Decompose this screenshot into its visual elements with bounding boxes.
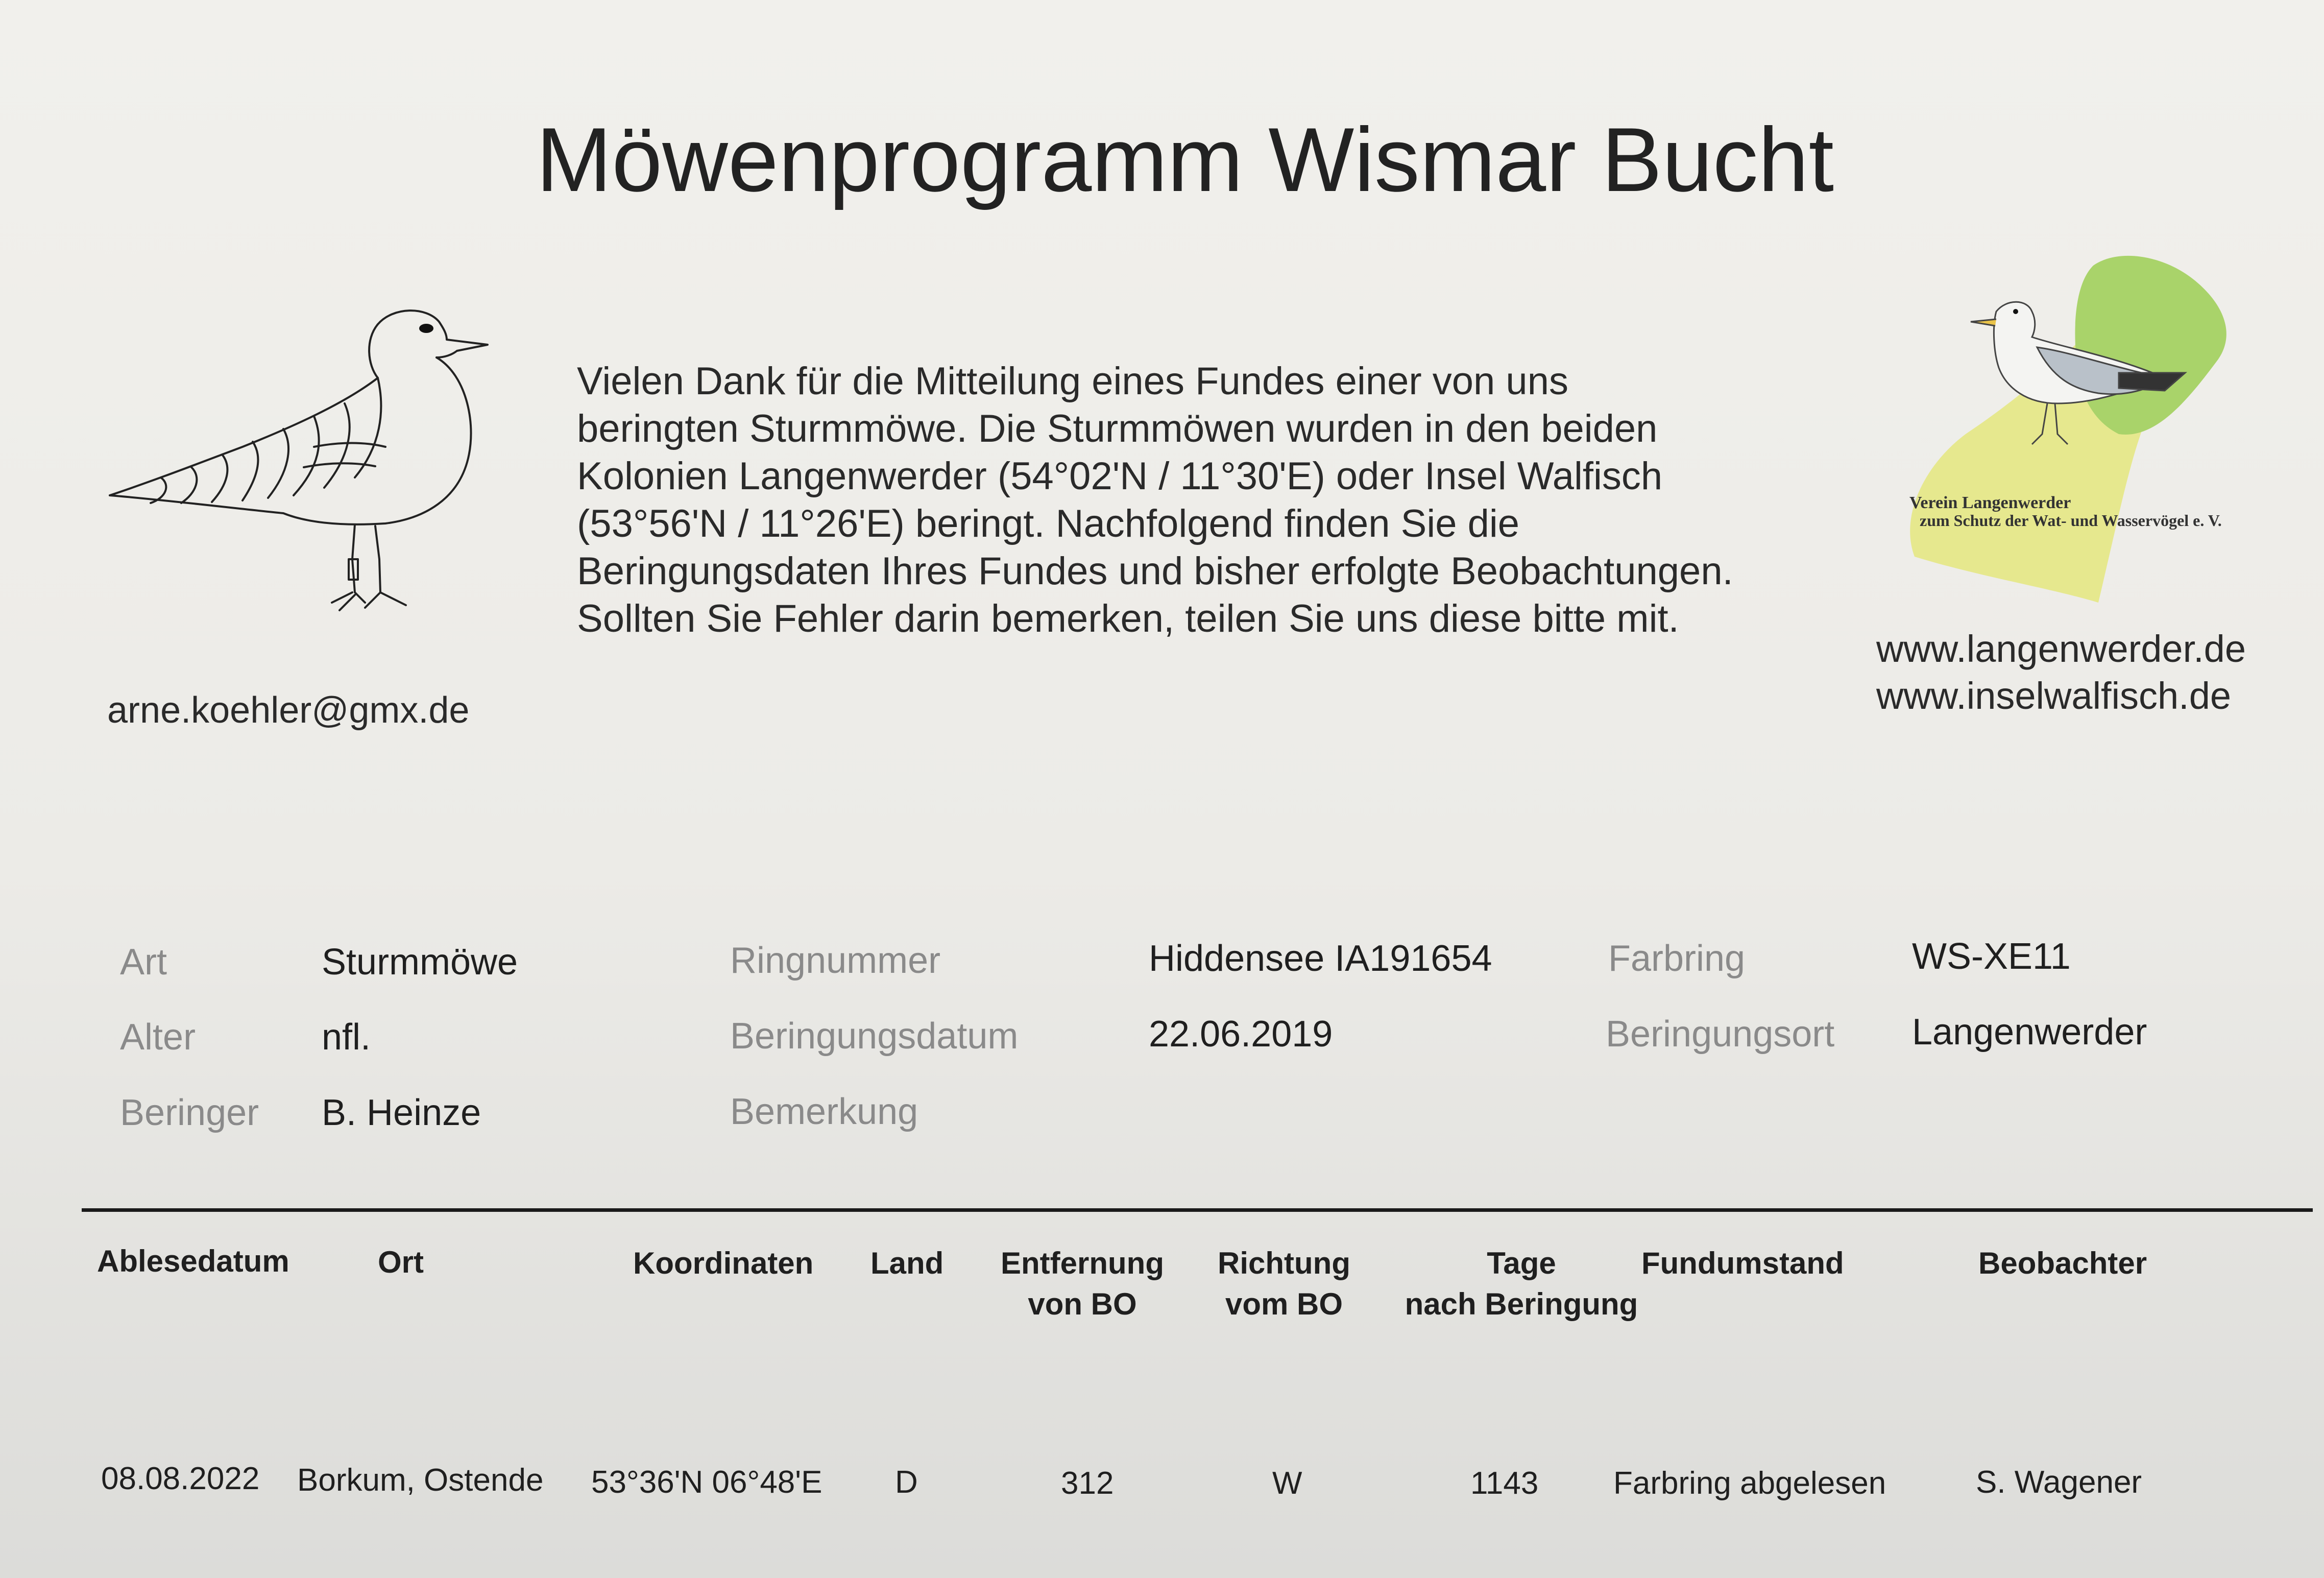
page-title: Möwenprogramm Wismar Bucht (536, 109, 1834, 210)
cell-ablesedatum: 08.08.2022 (101, 1461, 260, 1496)
value-ringnummer: Hiddensee IA191654 (1149, 938, 1492, 979)
col-header-tage-line2: nach Beringung (1405, 1287, 1638, 1321)
col-header-beobachter: Beobachter (1978, 1246, 2147, 1280)
table-row (0, 1461, 2324, 1507)
cell-richtung: W (1272, 1466, 1302, 1501)
contact-email[interactable]: arne.koehler@gmx.de (107, 690, 470, 731)
website-link[interactable]: www.langenwerder.de (1876, 628, 2246, 670)
value-farbring: WS-XE11 (1912, 936, 2071, 977)
gull-eye-icon (419, 324, 433, 333)
value-beringer: B. Heinze (322, 1092, 481, 1133)
cell-koordinaten: 53°36'N 06°48'E (591, 1465, 822, 1500)
value-beringungsort: Langenwerder (1912, 1012, 2147, 1053)
col-header-ablesedatum: Ablesedatum (97, 1244, 289, 1278)
value-beringungsdatum: 22.06.2019 (1149, 1014, 1333, 1055)
cell-beobachter: S. Wagener (1976, 1465, 2142, 1500)
col-header-koordinaten: Koordinaten (633, 1246, 814, 1280)
cell-entfernung: 312 (1061, 1466, 1114, 1501)
col-header-richtung-line1: Richtung (1218, 1246, 1350, 1280)
verein-logo (1879, 250, 2297, 618)
logo-org-line2: zum Schutz der Wat- und Wasservögel e. V. (1920, 511, 2222, 530)
website-link[interactable]: www.inselwalfisch.de (1876, 675, 2232, 717)
logo-org-line1: Verein Langenwerder (1909, 493, 2071, 512)
col-header-entfernung-line1: Entfernung (1001, 1246, 1164, 1280)
intro-line: beringten Sturmmöwe. Die Sturmmöwen wurden in den beiden (577, 407, 1658, 450)
col-header-richtung (1205, 1243, 1363, 1325)
label-beringungsdatum: Beringungsdatum (730, 1016, 1019, 1057)
intro-line: (53°56'N / 11°26'E) beringt. Nachfolgend finden Sie die (577, 502, 1520, 545)
label-alter: Alter (120, 1017, 196, 1058)
label-ringnummer: Ringnummer (730, 940, 941, 981)
intro-line: Beringungsdaten Ihres Fundes und bisher erfolgte Beobachtungen. (577, 549, 1733, 593)
cell-tage: 1143 (1470, 1466, 1539, 1501)
value-art: Sturmmöwe (322, 942, 518, 983)
col-header-fundumstand: Fundumstand (1641, 1246, 1844, 1280)
seagull-illustration (100, 294, 503, 651)
cell-land: D (895, 1465, 918, 1500)
col-header-richtung-line2: vom BO (1225, 1287, 1343, 1321)
col-header-ort: Ort (378, 1245, 424, 1279)
col-header-entfernung (990, 1243, 1174, 1325)
intro-line: Vielen Dank für die Mitteilung eines Fundes einer von uns (577, 360, 1568, 403)
intro-paragraph (577, 357, 1853, 642)
label-beringungsort: Beringungsort (1606, 1014, 1835, 1055)
label-farbring: Farbring (1608, 938, 1746, 979)
col-header-tage-line1: Tage (1487, 1246, 1556, 1280)
label-art: Art (120, 942, 167, 983)
col-header-tage (1389, 1243, 1654, 1325)
label-bemerkung: Bemerkung (730, 1091, 918, 1132)
col-header-entfernung-line2: von BO (1028, 1287, 1137, 1321)
intro-line: Sollten Sie Fehler darin bemerken, teilen Sie uns diese bitte mit. (577, 597, 1679, 640)
divider-line (82, 1208, 2313, 1212)
col-header-land: Land (870, 1246, 944, 1280)
intro-line: Kolonien Langenwerder (54°02'N / 11°30'E) oder Insel Walfisch (577, 455, 1663, 498)
cell-fundumstand: Farbring abgelesen (1613, 1466, 1886, 1501)
label-beringer: Beringer (120, 1092, 259, 1133)
value-alter: nfl. (322, 1017, 371, 1058)
cell-ort: Borkum, Ostende (297, 1463, 544, 1498)
